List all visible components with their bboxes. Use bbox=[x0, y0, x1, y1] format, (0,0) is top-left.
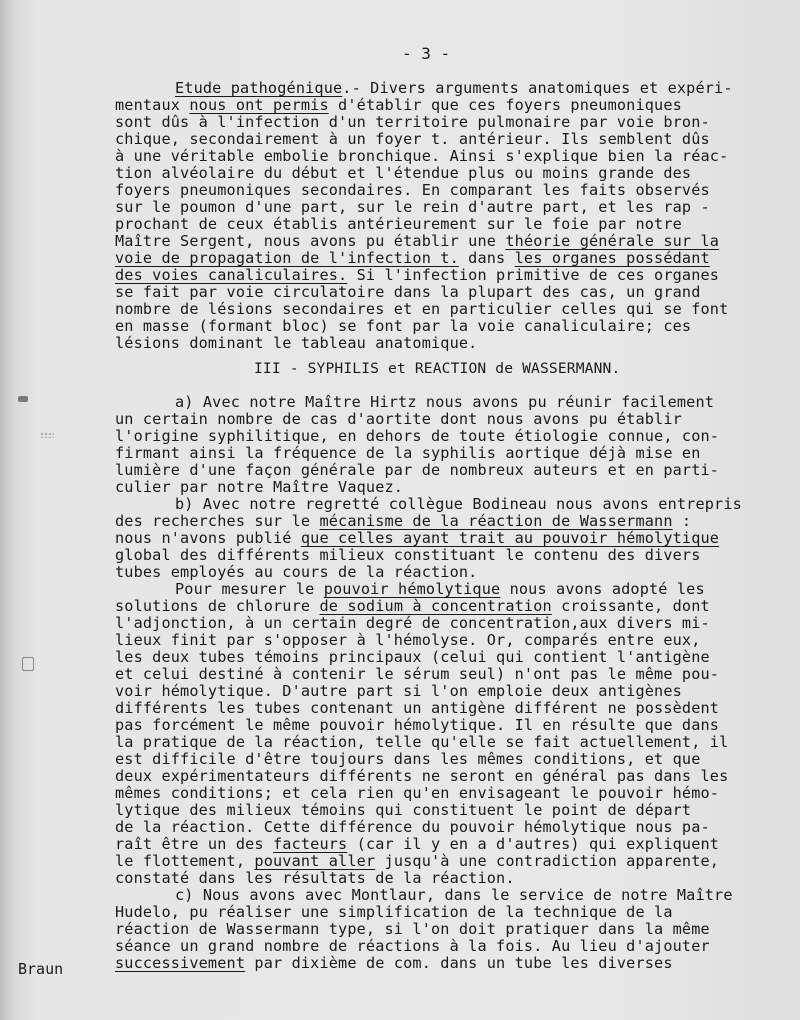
text-line: sont dûs à l'infection d'un territoire pulmonaire par voie bron- bbox=[115, 113, 710, 131]
text-line: deux expérimentateurs différents ne seront en général pas dans les bbox=[115, 767, 729, 785]
text-line: est difficile d'être toujours dans les mêmes conditions, et que bbox=[115, 750, 701, 768]
text-line: culier par notre Maître Vaquez. bbox=[115, 478, 404, 496]
text-line: en masse (formant bloc) se font par la voie canaliculaire; ces bbox=[115, 317, 692, 335]
text-line: et celui destiné à contenir le sérum seul) n'ont pas le même pou- bbox=[115, 665, 720, 683]
text-line: un certain nombre de cas d'aortite dont nous avons pu établir bbox=[115, 410, 682, 428]
text-line: lumière d'une façon générale par de nombreux auteurs et en parti- bbox=[115, 461, 720, 479]
page-number: - 3 - bbox=[402, 44, 451, 63]
text-line: le flottement, pouvant aller jusqu'à une contradiction apparente, bbox=[115, 852, 720, 870]
text-line: Maître Sergent, nous avons pu établir une théorie générale sur la bbox=[115, 232, 720, 250]
text-line: des voies canaliculaires. Si l'infection primitive de ces organes bbox=[115, 266, 720, 284]
text-line: c) Nous avons avec Montlaur, dans le service de notre Maître bbox=[175, 886, 733, 904]
text-line: séance un grand nombre de réactions à la fois. Au lieu d'ajouter bbox=[115, 937, 710, 955]
text-line: Pour mesurer le pouvoir hémolytique nous avons adopté les bbox=[175, 580, 705, 598]
text-line: lytique des milieux témoins qui constituent le point de départ bbox=[115, 801, 692, 819]
text-line: de la réaction. Cette différence du pouvoir hémolytique nous pa- bbox=[115, 818, 710, 836]
scan-specks bbox=[40, 432, 54, 438]
text-line: tion alvéolaire du début et l'étendue plus ou moins grande des bbox=[115, 164, 692, 182]
text-line: solutions de chlorure de sodium à concentration croissante, dont bbox=[115, 597, 710, 615]
text-line: constaté dans les résultats de la réaction. bbox=[115, 869, 515, 887]
text-line: raît être un des facteurs (car il y en a d'autres) qui expliquent bbox=[115, 835, 720, 853]
text-line: voir hémolytique. D'autre part si l'on emploie deux antigènes bbox=[115, 682, 682, 700]
text-line: Hudelo, pu réaliser une simplification de la technique de la bbox=[115, 903, 673, 921]
text-line: la pratique de la réaction, telle qu'elle se fait actuellement, il bbox=[115, 733, 729, 751]
text-line: lieux finit par s'opposer à l'hémolyse. Or, comparés entre eux, bbox=[115, 631, 701, 649]
text-line: prochant de ceux établis antérieurement sur le foie par notre bbox=[115, 215, 682, 233]
paragraph-heading: Etude pathogénique bbox=[175, 79, 343, 97]
text-line: b) Avec notre regretté collègue Bodineau nous avons entrepris bbox=[175, 495, 742, 513]
text-line: des recherches sur le mécanisme de la réaction de Wassermann : bbox=[115, 512, 692, 530]
text-line: pas forcément le même pouvoir hémolytique. Il en résulte que dans bbox=[115, 716, 720, 734]
text-line: les deux tubes témoins principaux (celui qui contient l'antigène bbox=[115, 648, 710, 666]
text-line: successivement par dixième de com. dans un tube les diverses bbox=[115, 954, 673, 972]
text-line: à une véritable embolie bronchique. Ainsi s'explique bien la réac- bbox=[115, 147, 729, 165]
text-line: chique, secondairement à un foyer t. antérieur. Ils semblent dûs bbox=[115, 130, 710, 148]
text-line: mêmes conditions; et cela rien qu'en envisageant le pouvoir hémo- bbox=[115, 784, 720, 802]
text-line: se fait par voie circulatoire dans la plupart des cas, un grand bbox=[115, 283, 701, 301]
text-line: voie de propagation de l'infection t. dans les organes possédant bbox=[115, 249, 710, 267]
text-line: différents les tubes contenant un antigène différent ne possèdent bbox=[115, 699, 720, 717]
scan-mark bbox=[18, 396, 28, 402]
text-line: nous n'avons publié que celles ayant trait au pouvoir hémolytique bbox=[115, 529, 720, 547]
text-line: tubes employés au cours de la réaction. bbox=[115, 563, 478, 581]
scan-mark bbox=[22, 657, 34, 671]
text-line: foyers pneumoniques secondaires. En comparant les faits observés bbox=[115, 181, 710, 199]
text-line: réaction de Wassermann type, si l'on doit pratiquer dans la même bbox=[115, 920, 710, 938]
text-line: lésions dominant le tableau anatomique. bbox=[115, 334, 478, 352]
text-line: global des différents milieux constituant le contenu des divers bbox=[115, 546, 701, 564]
text-line: a) Avec notre Maître Hirtz nous avons pu réunir facilement bbox=[175, 393, 715, 411]
margin-note: Braun bbox=[18, 960, 64, 978]
text-line: Etude pathogénique.- Divers arguments anatomiques et expéri- bbox=[175, 79, 733, 97]
text-line: l'origine syphilitique, en dehors de toute étiologie connue, con- bbox=[115, 427, 720, 445]
text-line: nombre de lésions secondaires et en particulier celles qui se font bbox=[115, 300, 729, 318]
text-line: l'adjonction, à un certain degré de concentration,aux divers mi- bbox=[115, 614, 710, 632]
section-title: III - SYPHILIS et REACTION de WASSERMANN. bbox=[254, 360, 621, 377]
text-line: firmant ainsi la fréquence de la syphilis aortique déjà mise en bbox=[115, 444, 701, 462]
text-line: mentaux nous ont permis d'établir que ces foyers pneumoniques bbox=[115, 96, 682, 114]
text-line: sur le poumon d'une part, sur le rein d'autre part, et les rap - bbox=[115, 198, 710, 216]
